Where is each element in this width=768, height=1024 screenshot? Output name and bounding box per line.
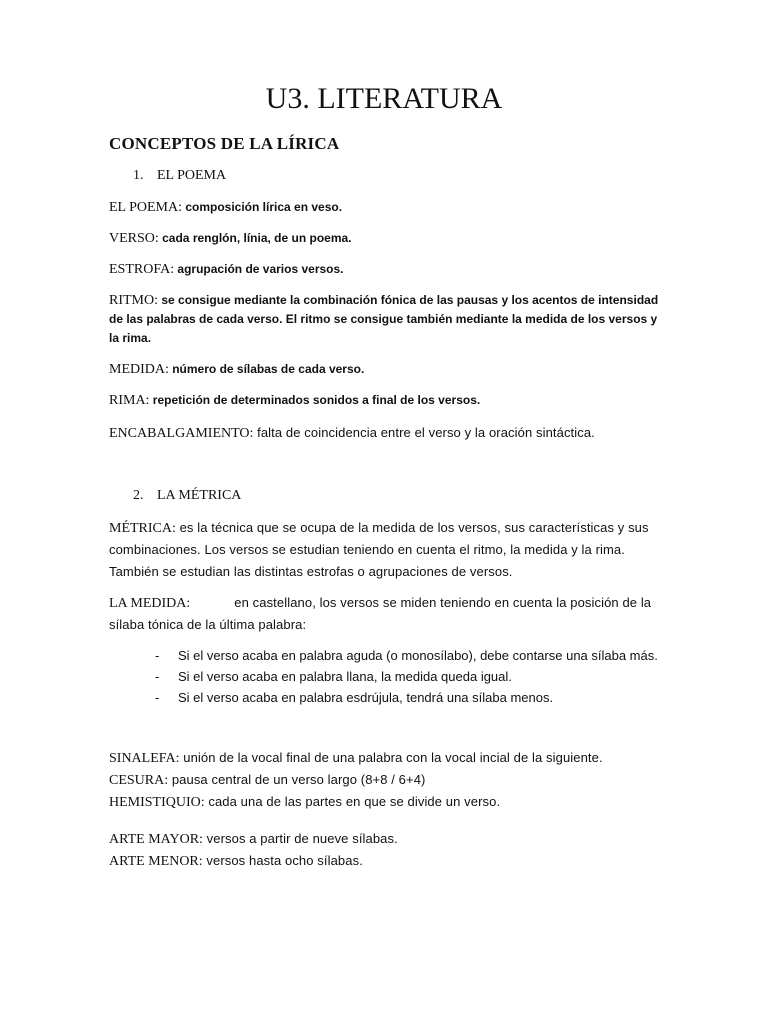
definition-group-sinalefa [109, 747, 661, 813]
definition-term: LA MEDIDA: [109, 596, 191, 611]
list-number: 1. [133, 168, 144, 183]
numbered-heading-title: LA MÉTRICA [157, 488, 242, 503]
definition-text: número de sílabas de cada verso. [168, 362, 365, 376]
definition-text: cada una de las partes en que se divide un verso. [204, 794, 501, 809]
definition-term: SINALEFA: [109, 751, 180, 766]
bullet-text: Si el verso acaba en palabra esdrújula, tendrá una sílaba menos. [178, 690, 554, 705]
definition-term: MÉTRICA: [109, 521, 176, 536]
definition-estrofa [109, 260, 661, 279]
list-item [155, 687, 665, 708]
definition-text: composición lírica en veso. [181, 200, 343, 214]
definition-term: ARTE MENOR: [109, 854, 203, 869]
definition-arte-mayor [109, 828, 661, 850]
definition-ritmo [109, 291, 661, 348]
definition-text: agrupación de varios versos. [174, 262, 344, 276]
definition-text: unión de la vocal final de una palabra con la vocal incial de la siguiente. [179, 750, 603, 765]
numbered-heading-la-metrica [133, 488, 241, 504]
definition-sinalefa [109, 747, 661, 769]
definition-verso [109, 229, 661, 248]
list-number: 2. [133, 488, 144, 503]
definition-text: repetición de determinados sonidos a final de los versos. [149, 393, 481, 407]
bullet-dash: - [155, 690, 160, 705]
definition-term: EL POEMA: [109, 200, 182, 215]
definition-medida [109, 360, 661, 379]
definition-text: en castellano, los versos se miden teniendo en cuenta la posición de la sílaba tónica de la última palabra: [109, 595, 652, 632]
bullet-dash: - [155, 669, 160, 684]
definition-text: versos a partir de nueve sílabas. [202, 831, 398, 846]
definition-arte-menor [109, 850, 661, 872]
definition-rima [109, 391, 661, 410]
bullet-dash: - [155, 648, 160, 663]
definition-term: RIMA: [109, 393, 150, 408]
definition-term: CESURA: [109, 773, 169, 788]
definition-term: VERSO: [109, 231, 159, 246]
bullet-text: Si el verso acaba en palabra llana, la medida queda igual. [178, 669, 512, 684]
definition-text: versos hasta ocho sílabas. [202, 853, 363, 868]
definition-term: MEDIDA: [109, 362, 169, 377]
definition-text: es la técnica que se ocupa de la medida de los versos, sus características y sus combinaciones. Los versos se estudian teniendo en cuenta el ritmo, la medida y la rima. También se estudian las distintas estrofas o agrupaciones de versos. [109, 520, 649, 579]
definition-hemistiquio [109, 791, 661, 813]
definition-text: pausa central de un verso largo (8+8 / 6+4) [168, 772, 426, 787]
definition-term: HEMISTIQUIO: [109, 795, 205, 810]
definition-metrica [109, 517, 661, 583]
numbered-heading-title: EL POEMA [157, 168, 227, 183]
definition-group-arte [109, 828, 661, 872]
page-title: U3. LITERATURA [265, 82, 503, 115]
bullet-list [155, 645, 665, 708]
definition-el-poema [109, 198, 661, 217]
definition-term: ESTROFA: [109, 262, 175, 277]
definition-term: ENCABALGAMIENTO: [109, 426, 254, 441]
numbered-heading-el-poema [133, 168, 226, 184]
definition-cesura [109, 769, 661, 791]
list-item [155, 645, 665, 666]
definition-la-medida [109, 592, 661, 636]
definition-term: RITMO: [109, 293, 158, 308]
section-heading: CONCEPTOS DE LA LÍRICA [109, 134, 340, 153]
list-item [155, 666, 665, 687]
definition-text: cada renglón, línia, de un poema. [158, 231, 352, 245]
definition-text: se consigue mediante la combinación fónica de las pausas y los acentos de intensidad de las palabras de cada verso. El ritmo se consigue también mediante la medida de los versos y la rima. [109, 293, 659, 345]
definition-text: falta de coincidencia entre el verso y la oración sintáctica. [253, 425, 595, 440]
definition-term: ARTE MAYOR: [109, 832, 203, 847]
bullet-text: Si el verso acaba en palabra aguda (o monosílabo), debe contarse una sílaba más. [178, 648, 658, 663]
definition-encabalgamiento [109, 422, 661, 444]
